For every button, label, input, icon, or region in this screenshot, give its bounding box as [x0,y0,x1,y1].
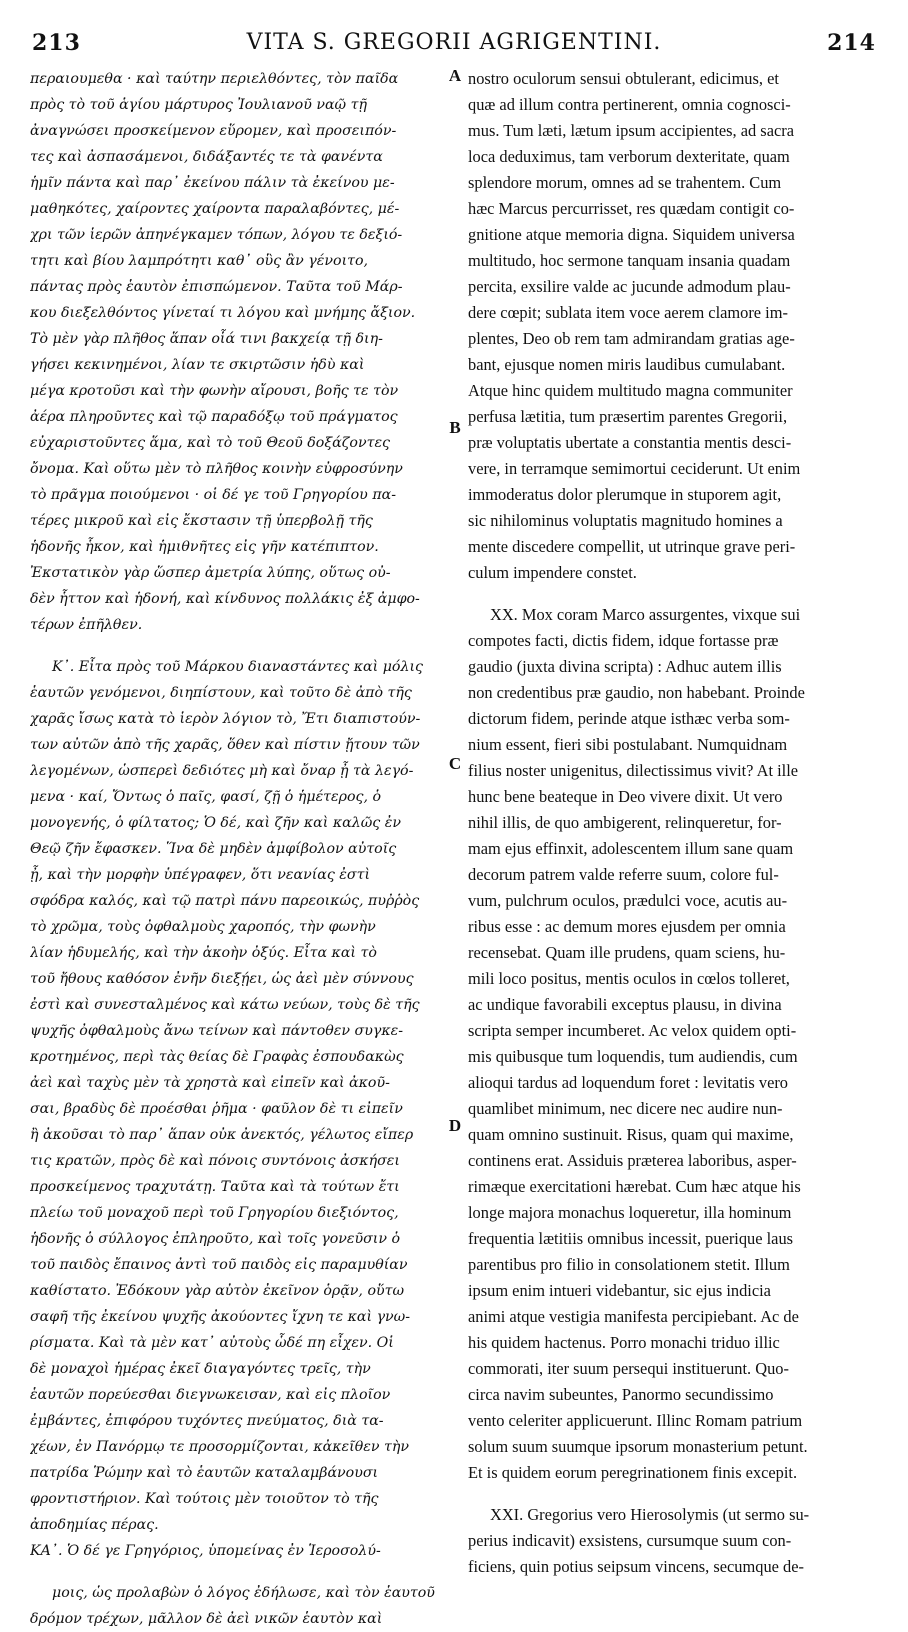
text-line: ἀέρα πληροῦντες καὶ τῷ παραδόξῳ τοῦ πράγματος [30,409,398,425]
text-line: dictorum fidem, perinde atque isthæc verba som- [468,709,790,728]
text-line: non credentibus præ gaudio, non habebant. Proinde [468,683,805,702]
text-line: εὐχαριστοῦντες ἅμα, καὶ τὸ τοῦ Θεοῦ δοξάζοντες [30,435,391,451]
text-line: λίαν ἡδυμελής, καὶ τὴν ἀκοὴν ὀξύς. Εἶτα καὶ τὸ [30,945,377,961]
text-line: μέγα κροτοῦσι καὶ τὴν φωνὴν αἴρουσι, βοῆς τε τὸν [30,383,399,399]
text-line: χρι τῶν ἱερῶν ἀπηνέγκαμεν τόπων, λόγου τε δεξιό- [30,227,403,243]
text-line: ἐμβάντες, ἐπιφόρου τυχόντες πνεύματος, διὰ τα- [30,1413,384,1429]
text-line: Atque hinc quidem multitudo magna communiter [468,381,793,400]
text-line: ἑαυτῶν γενόμενοι, διηπίστουν, καὶ τοῦτο δὲ ἀπὸ τῆς [30,685,412,701]
page-number-right: 214 [827,30,876,56]
text-line: ἢ ἀκοῦσαι τὸ παρ᾽ ἅπαν οὐκ ἀνεκτός, γέλωτος εἴπερ [30,1127,414,1143]
text-line: vere, in terramque semimortui ceciderunt. Ut enim [468,459,801,478]
text-line: ὄνομα. Καὶ οὕτω μὲν τὸ πλῆθος κοινὴν εὐφροσύνην [30,461,403,477]
text-line: mili loco positus, mentis oculos in cœlos tolleret, [468,969,790,988]
text-line: δρόμον τρέχων, μᾶλλον δὲ ἀεὶ νικῶν ἑαυτὸν καὶ [30,1611,383,1627]
text-line: solum suum suumque ipsorum monasterium petunt. [468,1437,808,1456]
text-line: τὸ χρῶμα, τοὺς ὀφθαλμοὺς χαροπός, τὴν φωνὴν [30,919,376,935]
text-line: γήσει κεκινημένοι, λίαν τε σκιρτῶσιν ἡδὺ καὶ [30,357,365,373]
text-line: ἀεὶ καὶ ταχὺς μὲν τὰ χρηστὰ καὶ εἰπεῖν καὶ ἀκοῦ- [30,1075,390,1091]
text-line: μενα · καί, Ὄντως ὁ παῖς, φασί, ζῇ ὁ ἡμέτερος, ὁ [30,789,382,805]
running-title: VITA S. GREGORII AGRIGENTINI. [246,30,662,55]
text-line: κου διεξελθόντος γίνεταί τι λόγου καὶ μνήμης ἄξιον. [30,305,416,321]
text-line: ac undique favorabili exceptus plausu, in divina [468,995,782,1014]
text-line: animi atque vestigia manifesta percipiebant. Ac de [468,1307,799,1326]
text-line: circa navim subeuntes, Panormo secundissimo [468,1385,774,1404]
text-line: φροντιστήριον. Καὶ τούτοις μὲν τοιοῦτον τὸ τῆς [30,1491,379,1507]
text-line: rimæque exercitationi hærebat. Cum hæc atque his [468,1177,801,1196]
text-line: κροτημένος, περὶ τὰς θείας δὲ Γραφὰς ἐσπουδακὼς [30,1049,404,1065]
text-line: gaudio (juxta divina scripta) : Adhuc autem illis [468,657,782,676]
text-line: dere cœpit; sublata item voce aerem clamore im- [468,303,788,322]
text-line: μαθηκότες, χαίροντες χαίροντα παραλαβόντες, μέ- [30,201,400,217]
text-line: ἑαυτῶν πορεύεσθαι διεγνωκεισαν, καὶ εἰς πλοῖον [30,1387,391,1403]
text-line: πρὸς τὸ τοῦ ἁγίου μάρτυρος Ἰουλιανοῦ ναῷ τῇ [30,97,367,113]
page-number-left: 213 [32,30,81,56]
text-line: continens erat. Assiduis præterea laboribus, asper- [468,1151,797,1170]
text-line: vento celeriter applicuerunt. Illinc Romam patrium [468,1411,803,1430]
text-line: ἡμῖν πάντα καὶ παρ᾽ ἐκείνου πάλιν τὰ ἐκείνου με- [30,175,395,191]
text-line: loca deduximus, tam verborum dexteritate, quam [468,147,790,166]
text-line: percita, exsilire valde ac jucunde admodum plau- [468,277,791,296]
text-line: τοῦ ἤθους καθόσον ἐνῆν διεξῄει, ὡς ἀεὶ μὲν σύννους [30,971,414,987]
text-line: hunc bene beateque in Deo vivere dixit. Ut vero [468,787,783,806]
text-line: ipsum enim intueri videbantur, sic ejus indicia [468,1281,771,1300]
text-line: Et is quidem eorum peregrinationem finis excepit. [468,1463,798,1482]
text-line: culum impendere constet. [468,563,637,582]
text-line: recensebat. Quam ille prudens, quam sciens, hu- [468,943,786,962]
text-line: longe majora monachus loqueretur, illa hominum [468,1203,792,1222]
text-line: ᾖ, καὶ τὴν μορφὴν ὑπέγραφεν, ὅτι νεανίας ἐστὶ [30,867,371,883]
text-line: τες καὶ ἀσπασάμενοι, διδάξαντές τε τὰ φανέντα [30,149,383,165]
running-header [30,30,878,64]
text-line: quæ ad illum contra pertinerent, omnia cognosci- [468,95,791,114]
text-line: πλείω τοῦ μοναχοῦ περὶ τοῦ Γρηγορίου διεξιόντος, [30,1205,399,1221]
text-line: ἡδονῆς ὁ σύλλογος ἐπληροῦτο, καὶ τοῖς γονεῦσιν ὁ [30,1231,401,1247]
text-line: τητι καὶ βίου λαμπρότητι καθ᾽ οὓς ἂν γένοιτο, [30,253,369,269]
text-line: Τὸ μὲν γὰρ πλῆθος ἅπαν οἷά τινι βακχείᾳ τῇ διη- [30,331,383,347]
text-line: perfusa lætitia, tum præsertim parentes Gregorii, [468,407,788,426]
text-line: scripta semper incumberet. Ac velox quidem opti- [468,1021,797,1040]
text-line: Θεῷ ζῆν ἔφασκεν. Ἵνα δὲ μηδὲν ἀμφίβολον αὐτοῖς [30,841,397,857]
section-marker-b: B [449,418,461,437]
text-line: parentibus pro filio in consolationem stetit. Illum [468,1255,790,1274]
text-line: bant, ejusque nomen miris laudibus cumulabant. [468,355,786,374]
text-line: λεγομένων, ὡσπερεὶ δεδιότες μὴ καὶ ὄναρ ᾖ τὰ λεγό- [30,763,414,779]
text-line: nihil illis, de quo ambigerent, relinqueretur, for- [468,813,782,832]
text-line: ψυχῆς ὀφθαλμοὺς ἄνω τείνων καὶ πάντοθεν συγκε- [30,1023,404,1039]
text-line: mente discedere compellit, ut utrinque grave peri- [468,537,796,556]
text-line: χέων, ἐν Πανόρμῳ τε προσορμίζονται, κἀκεῖθεν τὴν [30,1439,409,1455]
text-line: quam omnino sustinuit. Risus, quam qui maxime, [468,1125,794,1144]
text-line: decorum patrem valde referre suum, colore ful- [468,865,779,884]
text-line: perius indicavit) exsistens, cursumque suum con- [468,1531,792,1550]
text-line: μονογενής, ὁ φίλτατος; Ὁ δέ, καὶ ζῆν καὶ καλῶς ἐν [30,815,401,831]
text-line: πάντας πρὸς ἑαυτὸν ἐπισπώμενον. Ταῦτα τοῦ Μάρ- [30,279,403,295]
paragraph-gap [468,586,868,602]
section-marker-a: A [448,66,462,85]
text-line: compotes facti, dictis fidem, idque fortasse præ [468,631,779,650]
text-line: ἀποδημίας πέρας. [30,1517,159,1533]
greek-column [30,66,448,1632]
text-line: σφόδρα καλός, καὶ τῷ πατρὶ πάνυ παρεοικώς, πυῤῥὸς [30,893,420,909]
text-line: σαι, βραδὺς δὲ προέσθαι ῥῆμα · φαῦλον δὲ τι εἰπεῖν [30,1101,403,1117]
text-line: sic nihilominus voluptatis magnitudo homines a [468,511,783,530]
text-line: alioqui tardus ad loquendum foret : levitatis vero [468,1073,788,1092]
paragraph-gap [30,638,448,654]
paragraph-gap [468,1486,868,1502]
text-line: χαρᾶς ἴσως κατὰ τὸ ἱερὸν λόγιον τὸ, Ἔτι διαπιστούν- [30,711,421,727]
text-line: immoderatus dolor plerumque in stuporem agit, [468,485,782,504]
text-line: καθίστατο. Ἐδόκουν γὰρ αὐτὸν ἐκεῖνον ὁρᾷν, οὕτω [30,1283,405,1299]
text-line: ἐστὶ καὶ συνεσταλμένος καὶ κάτω νεύων, τοὺς δὲ τῆς [30,997,420,1013]
text-line: ribus esse : ac demum mores ejusdem per omnia [468,917,786,936]
text-line: δὲν ἧττον καὶ ἡδονή, καὶ κίνδυνος πολλάκις ἐξ ἀμφο- [30,591,420,607]
text-line: δὲ μοναχοὶ ἡμέρας ἐκεῖ διαγαγόντες τρεῖς, τὴν [30,1361,371,1377]
text-line: mus. Tum læti, lætum ipsum accipientes, ad sacra [468,121,794,140]
text-line: ficiens, quin potius seipsum vincens, secumque de- [468,1557,804,1576]
text-line: XX. Mox coram Marco assurgentes, vixque sui [490,605,801,624]
text-line: ἀναγνώσει προσκείμενον εὕρομεν, καὶ προσειπόν- [30,123,397,139]
text-line: μοις, ὡς προλαβὼν ὁ λόγος ἐδήλωσε, καὶ τὸν ἑαυτοῦ [52,1585,435,1601]
text-line: splendore morum, omnes ad se trahentem. Cum [468,173,782,192]
text-line: multitudo, hoc sermone tanquam insania quadam [468,251,791,270]
text-line: vum, pulchrum oculos, prædulci voce, acutis au- [468,891,788,910]
text-line: XXI. Gregorius vero Hierosolymis (ut sermo su- [490,1505,810,1524]
section-marker-d: D [448,1116,462,1135]
text-line: ΚΑ᾽. Ὁ δέ γε Γρηγόριος, ὑπομείνας ἐν Ἱεροσολύ- [30,1543,381,1559]
text-line: filius noster unigenitus, dilectissimus vivit? At ille [468,761,799,780]
text-line: præ voluptatis ubertate a constantia mentis desci- [468,433,792,452]
text-line: Κ᾽. Εἶτα πρὸς τοῦ Μάρκου διαναστάντες καὶ μόλις [52,659,423,675]
text-line: τοῦ παιδὸς ἔπαινος ἀντὶ τοῦ παιδὸς εἰς παραμυθίαν [30,1257,408,1273]
text-line: frequentia lætitiis omnibus incessit, puerique laus [468,1229,794,1248]
text-line: ἡδονῆς ἧκον, καὶ ἡμιθνῆτες εἰς γῆν κατέπιπτον. [30,539,379,555]
text-line: Ἐκστατικὸν γὰρ ὥσπερ ἀμετρία λύπης, οὕτως οὐ- [30,565,391,581]
text-line: mam ejus effinxit, adolescentem illum sane quam [468,839,794,858]
text-line: his quidem hactenus. Porro monachi triduo illic [468,1333,780,1352]
text-line: ρίσματα. Καὶ τὰ μὲν κατ᾽ αὐτοὺς ὧδέ πη εἶχεν. Οἱ [30,1335,394,1351]
text-line: τέρων ἐπῆλθεν. [30,617,143,633]
text-line: hæc Marcus percurrisset, res quædam contigit co- [468,199,795,218]
text-line: των αὐτῶν ἀπὸ τῆς χαρᾶς, ὅθεν καὶ πίστιν ᾔτουν τῶν [30,737,420,753]
paragraph-gap [30,1564,448,1580]
text-line: πατρίδα Ῥώμην καὶ τὸ ἑαυτῶν καταλαμβάνουσι [30,1465,379,1481]
text-line: mis quibusque tum loquendis, tum audiendis, cum [468,1047,798,1066]
latin-column [468,66,868,1580]
text-line: gnitione atque memoria digna. Siquidem universa [468,225,795,244]
text-line: τὸ πρᾶγμα ποιούμενοι · οἱ δέ γε τοῦ Γρηγορίου πα- [30,487,397,503]
text-line: τέρες μικροῦ καὶ εἰς ἔκστασιν τῇ ὑπερβολῇ τῆς [30,513,373,529]
section-marker-c: C [448,754,462,773]
text-line: nium essent, fieri sibi postulabant. Numquidnam [468,735,788,754]
text-line: nostro oculorum sensui obtulerant, edicimus, et [468,69,779,88]
text-line: σαφῆ τῆς ἐκείνου ψυχῆς ἀκούοντες ἴχνη τε καὶ γνω- [30,1309,411,1325]
text-line: quamlibet minimum, nec dicere nec audire nun- [468,1099,783,1118]
text-line: προσκείμενος τραχυτάτῃ. Ταῦτα καὶ τὰ τούτων ἔτι [30,1179,400,1195]
text-line: commorati, iter suum persequi instituerunt. Quo- [468,1359,789,1378]
text-line: περαιουμεθα · καὶ ταύτην περιελθόντες, τὸν παῖδα [30,71,399,87]
text-line: τις κρατῶν, πρὸς δὲ καὶ πόνοις συντόνοις ἀσκήσει [30,1153,400,1169]
text-line: plentes, Deo ob rem tam admirandam gratias age- [468,329,795,348]
